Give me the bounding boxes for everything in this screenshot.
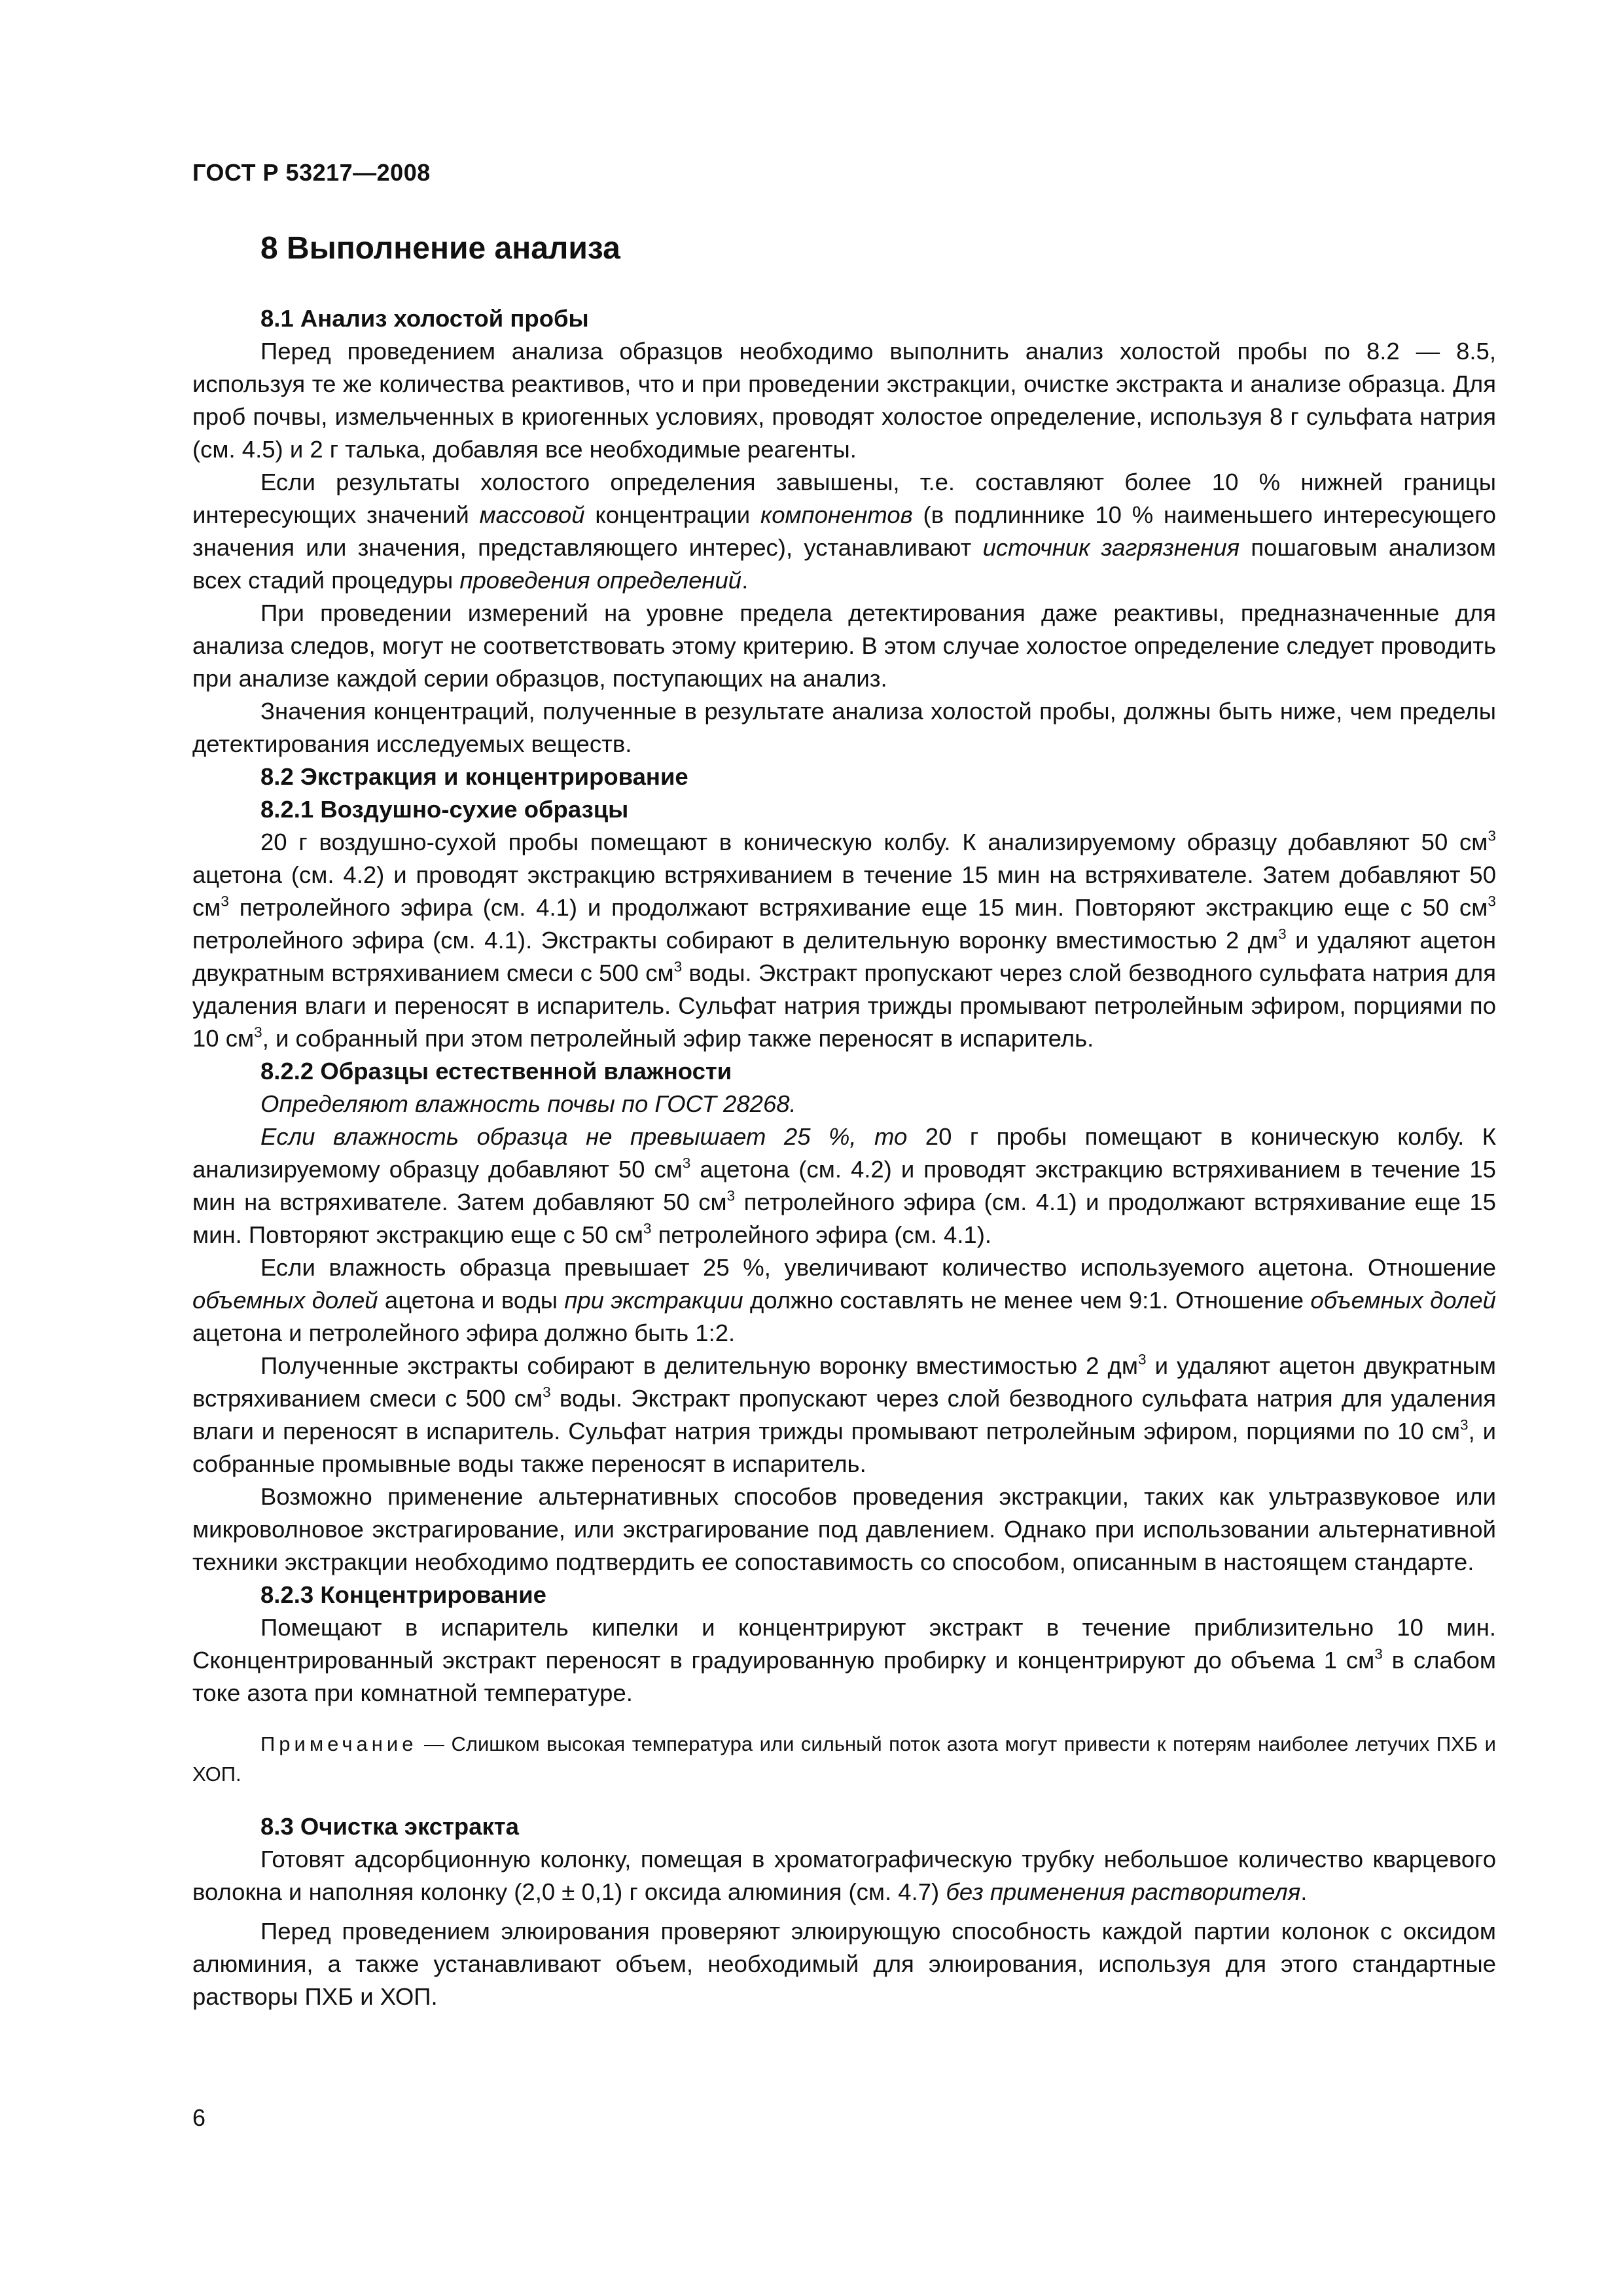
standard-code-header: ГОСТ Р 53217—2008: [192, 159, 431, 186]
paragraph: Возможно применение альтернативных способов проведения экстракции, таких как ультразвуковое или микроволновое экстрагирование, или экстрагирование под давлением. Однако при использовании альтернативной техники экстракции необходимо подтвердить ее сопоставимость со способом, описанным в настоящем стандарте.: [192, 1483, 1496, 1575]
subsection-title-8-2: 8.2 Экстракция и концентрирование: [260, 763, 688, 790]
subsection-title-8-3: 8.3 Очистка экстракта: [260, 1813, 519, 1840]
paragraph: Значения концентраций, полученные в результате анализа холостой пробы, должны быть ниже, чем пределы детектирования исследуемых веществ.: [192, 698, 1496, 757]
subsection-title-8-2-1: 8.2.1 Воздушно-сухие образцы: [260, 796, 629, 823]
subsection-title-8-1: 8.1 Анализ холостой пробы: [260, 305, 589, 332]
subsection-title-8-2-3: 8.2.3 Концентрирование: [260, 1581, 546, 1608]
note-paragraph: [192, 1729, 1496, 1789]
paragraph: При проведении измерений на уровне предела детектирования даже реактивы, предназначенные для анализа следов, могут не соответствовать этому критерию. В этом случае холостое определение следует проводить при анализе каждой серии образцов, поступающих на анализ.: [192, 600, 1496, 692]
note-label: Примечание: [260, 1732, 418, 1755]
paragraph: Если результаты холостого определения завышены, т.е. составляют более 10 % нижней границы интересующих значений массовой концентрации компонентов (в подлиннике 10 % наименьшего интересующего значения или значения, представляющего интерес), устанавливают источник загрязнения пошаговым анализом всех стадий процедуры проведения определений.: [192, 469, 1497, 594]
paragraph: Помещают в испаритель кипелки и концентрируют экстракт в течение приблизительно 10 мин. Сконцентрированный экстракт переносят в градуированную пробирку и концентрируют до объема 1 $см^3$ в слабом токе азота при комнатной температуре.: [192, 1614, 1496, 1706]
paragraph: Перед проведением элюирования проверяют элюирующую способность каждой партии колонок с оксидом алюминия, а также устанавливают объем, необходимый для элюирования, используя для этого стандартные растворы ПХБ и ХОП.: [192, 1918, 1496, 2010]
paragraph: Полученные экстракты собирают в делительную воронку вместимостью 2 $дм^3$ и удаляют ацетон двукратным встряхиванием смеси с 500 $см^3$ воды. Экстракт пропускают через слой безводного сульфата натрия для удаления влаги и переносят в испаритель. Сульфат натрия трижды промывают петролейным эфиром, порциями по 10 $см^3$, и собранные промывные воды также переносят в испаритель.: [192, 1351, 1497, 1477]
paragraph: Если влажность образца превышает 25 %, увеличивают количество используемого ацетона. Отношение объемных долей ацетона и воды при экстракции должно составлять не менее чем 9:1. Отношение объемных долей ацетона и петролейного эфира должно быть 1:2.: [192, 1254, 1496, 1346]
paragraph: Определяют влажность почвы по ГОСТ 28268.: [260, 1090, 796, 1117]
paragraph: Перед проведением анализа образцов необходимо выполнить анализ холостой пробы по 8.2 — 8.5, используя те же количества реактивов, что и при проведении экстракции, очистке экстракта и анализе образца. Для проб почвы, измельченных в криогенных условиях, проводят холостое определение, используя 8 г сульфата натрия (см. 4.5) и 2 г талька, добавляя все необходимые реагенты.: [192, 338, 1496, 463]
subsection-title-8-2-2: 8.2.2 Образцы естественной влажности: [260, 1058, 732, 1085]
page-number: 6: [192, 2104, 206, 2131]
paragraph: Готовят адсорбционную колонку, помещая в хроматографическую трубку небольшое количество кварцевого волокна и наполняя колонку (2,0 ± 0,1) г оксида алюминия (см. 4.7) без применения растворителя.: [192, 1846, 1496, 1905]
paragraph: 20 г воздушно-сухой пробы помещают в коническую колбу. К анализируемому образцу добавляют 50 $см^3$ ацетона (см. 4.2) и проводят экстракцию встряхиванием в течение 15 мин на встряхивателе. Затем добавляют 50 $см^3$ петролейного эфира (см. 4.1) и продолжают встряхивание еще 15 мин. Повторяют экстракцию еще с 50 $см^3$ петролейного эфира (см. 4.1). Экстракты собирают в делительную воронку вместимостью 2 $дм^3$ и удаляют ацетон двукратным встряхиванием смеси с 500 $см^3$ воды. Экстракт пропускают через слой безводного сульфата натрия для удаления влаги и переносят в испаритель. Сульфат натрия трижды промывают петролейным эфиром, порциями по 10 $см^3$, и собранный при этом петролейный эфир также переносят в испаритель.: [192, 827, 1496, 1052]
document-body: [192, 302, 1496, 2013]
section-title: 8 Выполнение анализа: [260, 231, 620, 266]
note-text: — Слишком высокая температура или сильный поток азота могут привести к потерям наиболее летучих ПХБ и ХОП.: [192, 1732, 1496, 1785]
paragraph: Если влажность образца не превышает 25 %, то 20 г пробы помещают в коническую колбу. К анализируемому образцу добавляют 50 $см^3$ ацетона (см. 4.2) и проводят экстракцию встряхиванием в течение 15 мин на встряхивателе. Затем добавляют 50 $см^3$ петролейного эфира (см. 4.1) и продолжают встряхивание еще 15 мин. Повторяют экстракцию еще с 50 $см^3$ петролейного эфира (см. 4.1).: [192, 1123, 1496, 1248]
